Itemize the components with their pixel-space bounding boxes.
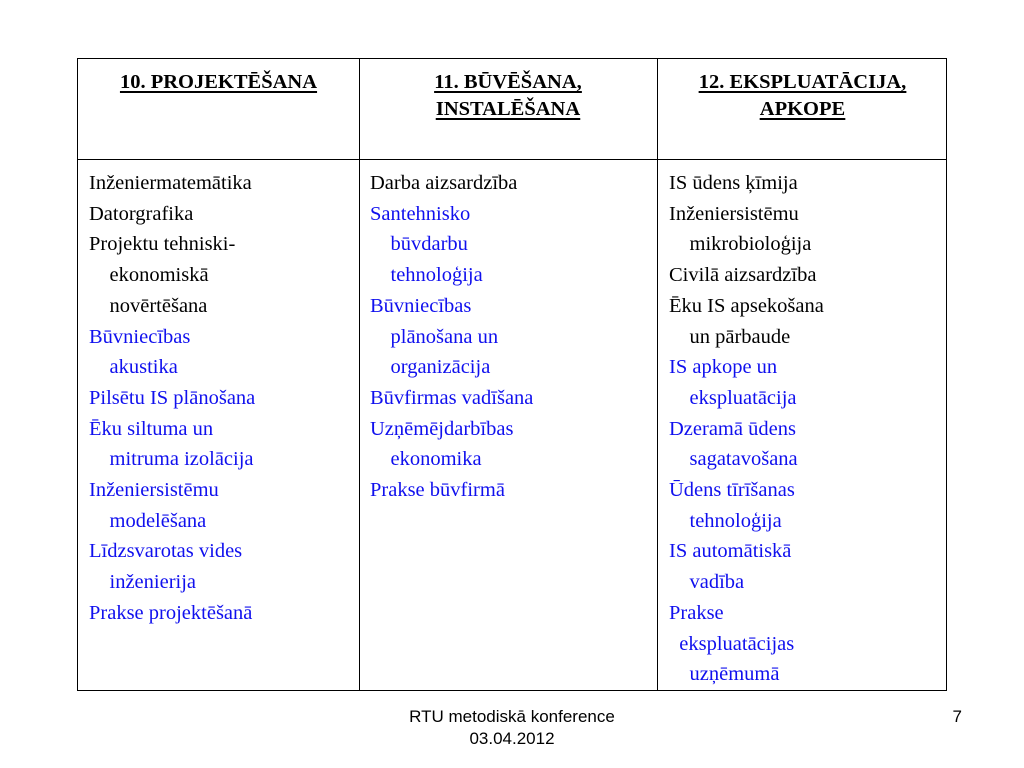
course-line: Ēku siltuma un [89,417,214,440]
footer-date: 03.04.2012 [469,729,555,748]
course-line: vadība [669,571,745,594]
course-line: būvdarbu [370,233,468,256]
course-line: Prakse projektēšanā [89,601,253,624]
course-line: ekspluatācija [669,386,797,409]
course-line: Datorgrafika [89,202,194,225]
course-line: sagatavošana [669,448,798,471]
course-line: modelēšana [89,509,207,532]
footer-conference-name: RTU metodiskā konference [409,707,615,726]
course-line: Līdzsvarotas vides [89,540,243,563]
course-line: Dzeramā ūdens [669,417,796,440]
course-line: IS apkope un [669,356,778,379]
header-construction-phase [359,69,657,123]
course-line: mikrobioloģija [669,233,812,256]
construction-courses-cell [370,168,652,506]
course-line: IS ūdens ķīmija [669,172,798,194]
course-line: akustika [89,356,178,379]
course-line: Civilā aizsardzība [669,264,817,287]
header-row-divider [78,159,946,160]
header-line: APKOPE [759,98,846,120]
course-line: tehnoloģija [669,509,782,532]
course-line: inženierija [89,571,197,594]
course-line: plānošana un [370,325,499,348]
header-line: INSTALĒŠANA [435,98,581,120]
operation-courses-cell [669,168,944,690]
course-line: novērtēšana [89,294,208,317]
course-line: Inženiermatemātika [89,172,252,194]
header-design-phase [78,69,359,96]
footer-conference [362,706,662,750]
course-line: ekonomika [370,448,482,471]
course-line: mitruma izolācija [89,448,254,471]
header-line: 10. PROJEKTĒŠANA [119,71,318,93]
course-line: un pārbaude [669,325,791,348]
course-line: Santehnisko [370,202,471,225]
course-line: Darba aizsardzība [370,172,518,194]
course-line: Inženiersistēmu [669,202,799,225]
course-line: Prakse [669,601,724,624]
course-line: organizācija [370,356,491,379]
course-line: Projektu tehniski- [89,233,236,256]
page-number: 7 [952,707,962,726]
course-line: Ēku IS apsekošana [669,294,824,317]
course-line: ekonomiskā [89,264,209,287]
course-line: Pilsētu IS plānošana [89,386,256,409]
column-divider [657,59,658,690]
course-line: Būvniecības [370,294,472,317]
course-line: Inženiersistēmu [89,479,219,502]
course-line: Būvniecības [89,325,191,348]
header-operation-phase [657,69,948,123]
course-line: Prakse būvfirmā [370,479,505,502]
course-line: uzņēmumā [669,663,780,686]
course-line: Ūdens tīrīšanas [669,479,795,502]
course-line: IS automātiskā [669,540,792,563]
course-line: Uzņēmējdarbības [370,417,514,440]
design-courses-cell [89,168,354,629]
column-divider [359,59,360,690]
header-line: 12. EKSPLUATĀCIJA, [698,71,907,93]
header-line: 11. BŪVĒŠANA, [434,71,582,93]
course-line: Būvfirmas vadīšana [370,386,534,409]
course-line: ekspluatācijas [669,632,795,655]
curriculum-table [77,58,947,691]
course-line: tehnoloģija [370,264,483,287]
